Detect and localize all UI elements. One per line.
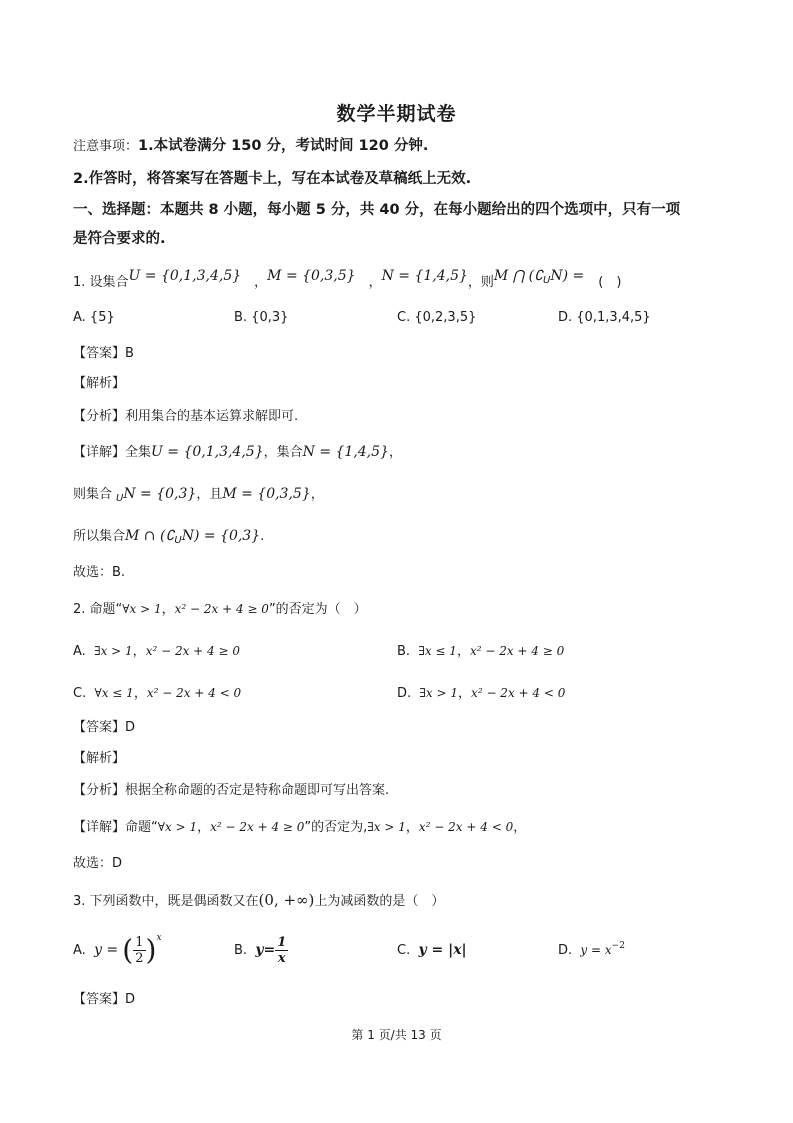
q2-analysis-label: 【解析】 bbox=[73, 751, 126, 766]
q1-detail-1-u: U = {0,1,3,4,5} bbox=[151, 444, 264, 460]
q1-detail-1-mid: ，集合 bbox=[263, 445, 303, 460]
q2-stem-b: x² − 2x + 4 ≥ 0 bbox=[174, 602, 269, 616]
notice-line-2: 2.作答时，将答案写在答题卡上，写在本试卷及草稿纸上无效. bbox=[73, 171, 472, 187]
page-footer: 第 1 页/共 13 页 bbox=[351, 1028, 442, 1042]
q2-option-c-expr: x² − 2x + 4 < 0 bbox=[146, 686, 242, 700]
q1-choose: 故选：B. bbox=[73, 565, 126, 580]
q1-detail-2-m: M = {0,3,5} bbox=[222, 486, 311, 502]
q2-option-a-label: A. bbox=[73, 644, 86, 659]
q1-detail-3-end: . bbox=[260, 529, 265, 544]
q1-detail-2-mid: ，且 bbox=[196, 487, 223, 502]
q3-option-d bbox=[558, 940, 625, 962]
q3-option-d-exp: −2 bbox=[611, 941, 625, 951]
q2-stem-pre: 2. 命题“ bbox=[73, 602, 123, 617]
q3-option-a-y: y = bbox=[94, 942, 119, 958]
q1-analysis-label: 【解析】 bbox=[73, 376, 126, 391]
q2-option-d: D. ∃x > 1，x² − 2x + 4 < 0 bbox=[397, 686, 566, 701]
q3-option-c-expr: y = |x| bbox=[418, 942, 467, 958]
q1-detail-2-expr: N = {0,3} bbox=[123, 486, 197, 502]
q1-detail-3-pre: 所以集合 bbox=[73, 529, 126, 544]
q1-prefix: 1. 设集合 bbox=[73, 275, 129, 290]
q2-choose: 故选：D bbox=[73, 856, 123, 871]
q2-option-b-expr: x² − 2x + 4 ≥ 0 bbox=[469, 644, 565, 658]
q3-option-d-label: D. bbox=[558, 943, 573, 958]
q1-expr-sub: U bbox=[543, 275, 551, 286]
q3-option-a-label: A. bbox=[73, 943, 86, 958]
q1-detail-2 bbox=[73, 484, 324, 506]
q1-detail-3-expr: M ∩ (∁ bbox=[125, 528, 175, 544]
q2-option-d-quant: ∃x > 1 bbox=[419, 686, 459, 700]
notice-line-1 bbox=[73, 136, 428, 157]
q3-stem-post: 上为减函数的是（ ） bbox=[314, 894, 445, 909]
page-title: 数学半期试卷 bbox=[336, 103, 457, 125]
q1-detail-1 bbox=[73, 442, 402, 463]
q1-stem: 1. 设集合U = {0,1,3,4,5} ，M = {0,3,5} ，N = {1,4,5}，则M ⋂ (∁$^U$N) = ( ) bbox=[73, 268, 622, 290]
q2-detail-end: ， bbox=[513, 820, 527, 835]
q2-detail: 【详解】命题“∀x > 1，x² − 2x + 4 ≥ 0”的否定为,∃x > 1，x² − 2x + 4 < 0， bbox=[73, 820, 527, 835]
q2-stem-a: ∀x > 1 bbox=[122, 602, 162, 616]
q1-option-a: A. {5} bbox=[73, 310, 115, 325]
q2-option-b-quant: ∃x ≤ 1 bbox=[418, 644, 457, 658]
q2-option-a-expr: x² − 2x + 4 ≥ 0 bbox=[145, 644, 240, 658]
q1-option-b: B. {0,3} bbox=[234, 310, 289, 325]
q2-stem-post: ”的否定为（ ） bbox=[268, 602, 367, 617]
q1-detail-2-pre: 则集合 bbox=[73, 487, 113, 502]
q1-set-n: N = {1,4,5} bbox=[381, 268, 468, 284]
q3-option-d-expr: y = x bbox=[580, 943, 612, 957]
q2-fenxi: 【分析】根据全称命题的否定是特称命题即可写出答案. bbox=[73, 783, 390, 798]
q1-expr-end: N) = bbox=[550, 268, 585, 284]
q1-then: ，则 bbox=[467, 275, 494, 290]
q2-option-a-quant: ∃x > 1 bbox=[94, 644, 133, 658]
q3-option-a-num: 1 bbox=[135, 935, 144, 950]
q3-option-c bbox=[397, 940, 467, 961]
q2-option-c: C. ∀x ≤ 1，x² − 2x + 4 < 0 bbox=[73, 686, 242, 701]
q1-detail-1-pre: 【详解】全集 bbox=[73, 445, 152, 460]
q2-option-d-expr: x² − 2x + 4 < 0 bbox=[471, 686, 566, 700]
notice-text-1: 1.本试卷满分 150 分，考试时间 120 分钟. bbox=[138, 138, 429, 154]
q1-option-d: D. {0,1,3,4,5} bbox=[558, 310, 651, 325]
q3-option-a-exp: x bbox=[156, 933, 162, 943]
q2-answer: 【答案】D bbox=[73, 720, 136, 735]
q1-paren: ( ) bbox=[598, 275, 622, 290]
q1-expr: M ⋂ (∁ bbox=[493, 268, 544, 284]
q3-option-a-den: 2 bbox=[135, 951, 144, 966]
q2-option-b-label: B. bbox=[397, 644, 411, 659]
section-heading-line-1: 一、选择题：本题共 8 小题，每小题 5 分，共 40 分，在每小题给出的四个选项中，只有一项 bbox=[73, 202, 681, 218]
q1-set-m: M = {0,3,5} bbox=[267, 268, 356, 284]
section-heading-line-2: 是符合要求的. bbox=[73, 231, 166, 247]
q1-set-u: U = {0,1,3,4,5} bbox=[128, 268, 242, 284]
q2-option-c-quant: ∀x ≤ 1 bbox=[94, 686, 134, 700]
q2-detail-pre: 【详解】命题“ bbox=[73, 820, 158, 835]
q2-detail-b: x² − 2x + 4 ≥ 0 bbox=[210, 820, 305, 834]
q1-detail-1-end: ， bbox=[388, 445, 402, 460]
notice-label: 注意事项： bbox=[73, 139, 139, 154]
q2-option-c-label: C. bbox=[73, 686, 87, 701]
q3-option-b-y: y= bbox=[255, 942, 276, 958]
q1-detail-3-expr-end: N) = {0,3} bbox=[181, 528, 261, 544]
q2-stem-comma: ， bbox=[161, 602, 175, 617]
q3-option-a: A. y = ( $\frac{1}{2}$ )$^x$ bbox=[73, 933, 162, 967]
q2-stem bbox=[73, 599, 367, 620]
q1-detail-3-sub: U bbox=[174, 535, 182, 546]
q1-fenxi: 【分析】利用集合的基本运算求解即可. bbox=[73, 409, 299, 424]
q2-option-b: B. ∃x ≤ 1，x² − 2x + 4 ≥ 0 bbox=[397, 644, 565, 659]
q3-option-b-num: 1 bbox=[277, 935, 287, 950]
q2-detail-c: ∃x > 1 bbox=[367, 820, 406, 834]
q1-option-c: C. {0,2,3,5} bbox=[397, 310, 477, 325]
q3-answer: 【答案】D bbox=[73, 992, 136, 1007]
q3-option-b-label: B. bbox=[234, 943, 248, 958]
q1-detail-1-n: N = {1,4,5} bbox=[302, 444, 389, 460]
q2-option-d-label: D. bbox=[397, 686, 412, 701]
q3-option-c-label: C. bbox=[397, 943, 411, 958]
q2-detail-a: ∀x > 1 bbox=[157, 820, 198, 834]
q1-answer: 【答案】B bbox=[73, 346, 134, 361]
q3-stem-pre: 3. 下列函数中，既是偶函数又在 bbox=[73, 894, 259, 909]
q1-detail-2-sub: U bbox=[116, 493, 124, 504]
q3-stem bbox=[73, 890, 444, 912]
q3-option-b-den: x bbox=[277, 951, 286, 966]
q1-detail-2-end: ， bbox=[310, 487, 324, 502]
q3-option-b-fraction bbox=[275, 935, 288, 966]
q1-detail-3 bbox=[73, 526, 264, 548]
q3-option-a-fraction bbox=[133, 935, 145, 966]
q2-detail-mid: ”的否定为, bbox=[304, 820, 368, 835]
q3-interval: (0, +∞) bbox=[258, 891, 315, 909]
q2-option-a: A. ∃x > 1，x² − 2x + 4 ≥ 0 bbox=[73, 644, 240, 659]
q3-option-b bbox=[234, 932, 288, 969]
q2-detail-d: x² − 2x + 4 < 0 bbox=[418, 820, 514, 834]
